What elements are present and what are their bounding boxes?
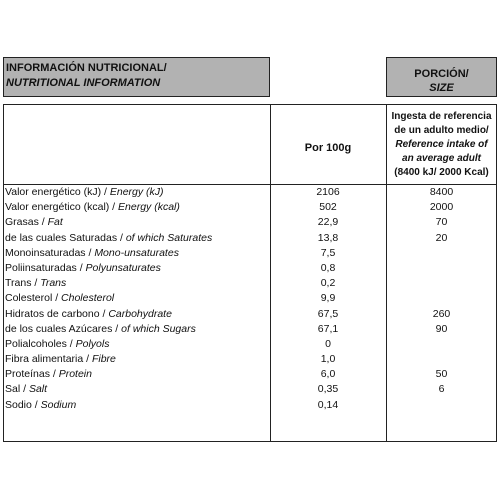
nutrient-label-es: Proteínas /	[5, 368, 59, 381]
nutrient-label-en: Energy (kJ)	[109, 186, 164, 198]
nutrient-label-es: de los cuales Azúcares /	[5, 322, 122, 335]
reference-intake-value: 90	[435, 322, 448, 335]
nutrient-label-en: Carbohydrate	[108, 307, 172, 320]
nutrient-label-es: Fibra alimentaria /	[5, 353, 92, 366]
nutrient-label-es: Trans /	[5, 277, 41, 290]
ref-header-line-1: Ingesta de referencia	[391, 111, 492, 122]
table-row	[3, 399, 497, 414]
nutrient-label	[5, 383, 47, 395]
reference-intake-value: 20	[435, 231, 448, 244]
table-row	[3, 323, 497, 338]
per-100g-value: 0,35	[317, 383, 339, 396]
portion-size-header	[386, 57, 497, 97]
nutrient-label	[5, 277, 66, 289]
per-100g-value: 0	[325, 337, 331, 350]
per-100g-value: 9,9	[320, 292, 336, 305]
per-100g-value: 7,5	[320, 246, 336, 259]
table-row	[3, 338, 497, 353]
nutrient-label-en: Trans	[40, 277, 67, 290]
nutrient-label	[5, 262, 161, 274]
reference-intake-value: 70	[435, 216, 448, 229]
reference-intake-value: 2000	[429, 201, 454, 214]
nutrient-label-es: Hidratos de carbono /	[5, 307, 109, 320]
table-row	[3, 247, 497, 262]
nutrient-label-en: Energy (kcal)	[118, 201, 180, 214]
nutrient-label-en: Polyols	[75, 337, 110, 350]
nutrition-info-header	[3, 57, 270, 97]
nutrient-label-es: Valor energético (kcal) /	[5, 201, 119, 214]
nutrient-label	[5, 292, 114, 304]
table-row	[3, 277, 497, 292]
ref-header-line-3: Reference intake of	[395, 139, 488, 150]
table-row	[3, 186, 497, 201]
nutrient-label	[5, 399, 76, 411]
table-row	[3, 201, 497, 216]
header-title-es: INFORMACIÓN NUTRICIONAL/	[6, 62, 167, 74]
per-100g-value: 67,5	[317, 307, 339, 320]
nutrient-label-es: Poliinsaturadas /	[5, 261, 86, 274]
per-100g-value: 1,0	[320, 353, 336, 366]
per-100g-value: 0,8	[320, 261, 336, 274]
ref-header-line-2: de un adulto medio/	[394, 125, 489, 136]
nutrient-label-en: Fat	[47, 216, 63, 229]
nutrient-label-es: Monoinsaturadas /	[5, 246, 95, 259]
nutrient-label	[5, 186, 164, 198]
nutrient-label-es: Colesterol /	[5, 292, 62, 305]
nutrient-label-en: Salt	[28, 383, 48, 396]
reference-intake-value: 6	[438, 383, 445, 396]
header-title-en: NUTRITIONAL INFORMATION	[6, 77, 161, 89]
ref-header-line-4: an average adult	[402, 153, 481, 164]
nutrient-label-en: Fibre	[91, 353, 116, 366]
per-100g-value: 0,14	[317, 398, 339, 411]
header-row-divider	[3, 184, 497, 185]
nutrient-label-en: Protein	[58, 368, 92, 381]
reference-intake-column-header	[386, 110, 497, 180]
ref-header-line-5: (8400 kJ/ 2000 Kcal)	[394, 167, 489, 178]
reference-intake-value: 260	[432, 307, 451, 320]
table-row	[3, 292, 497, 307]
table-row	[3, 232, 497, 247]
nutrient-label-en: of which Sugars	[121, 322, 196, 335]
nutrient-label	[5, 201, 180, 213]
nutrient-label-en: Polyunsaturates	[85, 261, 161, 274]
per-100g-value: 2106	[316, 186, 340, 198]
table-row	[3, 353, 497, 368]
nutrient-label-es: Sodio /	[5, 398, 41, 411]
reference-intake-value: 50	[435, 368, 448, 381]
nutrient-label-es: Valor energético (kJ) /	[5, 186, 110, 198]
table-row	[3, 383, 497, 398]
table-row	[3, 216, 497, 231]
per-100g-value: 13,8	[317, 231, 339, 244]
nutrient-label	[5, 323, 196, 335]
nutrient-label	[5, 216, 63, 228]
per-100g-value: 502	[319, 201, 337, 214]
nutrient-label-es: Sal /	[5, 383, 29, 396]
portion-title-es: PORCIÓN/	[414, 68, 469, 80]
reference-intake-value: 8400	[429, 186, 454, 198]
table-row	[3, 262, 497, 277]
table-row	[3, 368, 497, 383]
nutrient-label	[5, 338, 109, 350]
nutrient-label	[5, 368, 92, 380]
nutrient-label-en: Cholesterol	[61, 292, 115, 305]
nutrient-label	[5, 308, 172, 320]
nutrient-label-es: Grasas /	[5, 216, 48, 229]
nutrient-label	[5, 353, 116, 365]
portion-title-en: SIZE	[429, 82, 454, 94]
per-100g-value: 22,9	[317, 216, 339, 229]
per-100g-value: 0,2	[320, 277, 336, 290]
table-row	[3, 308, 497, 323]
nutrient-label-en: of which Saturates	[125, 231, 213, 244]
nutrient-label-es: de las cuales Saturadas /	[5, 231, 126, 244]
per-100g-value: 6,0	[320, 368, 336, 381]
per-100g-value: 67,1	[317, 322, 339, 335]
nutrient-label	[5, 247, 179, 259]
nutrient-label-en: Sodium	[40, 398, 77, 411]
nutrient-label	[5, 232, 212, 244]
nutrient-rows	[3, 186, 497, 414]
nutrient-label-es: Polialcoholes /	[5, 337, 76, 350]
per-100g-column-header: Por 100g	[304, 142, 352, 154]
nutrient-label-en: Mono-unsaturates	[94, 246, 179, 259]
